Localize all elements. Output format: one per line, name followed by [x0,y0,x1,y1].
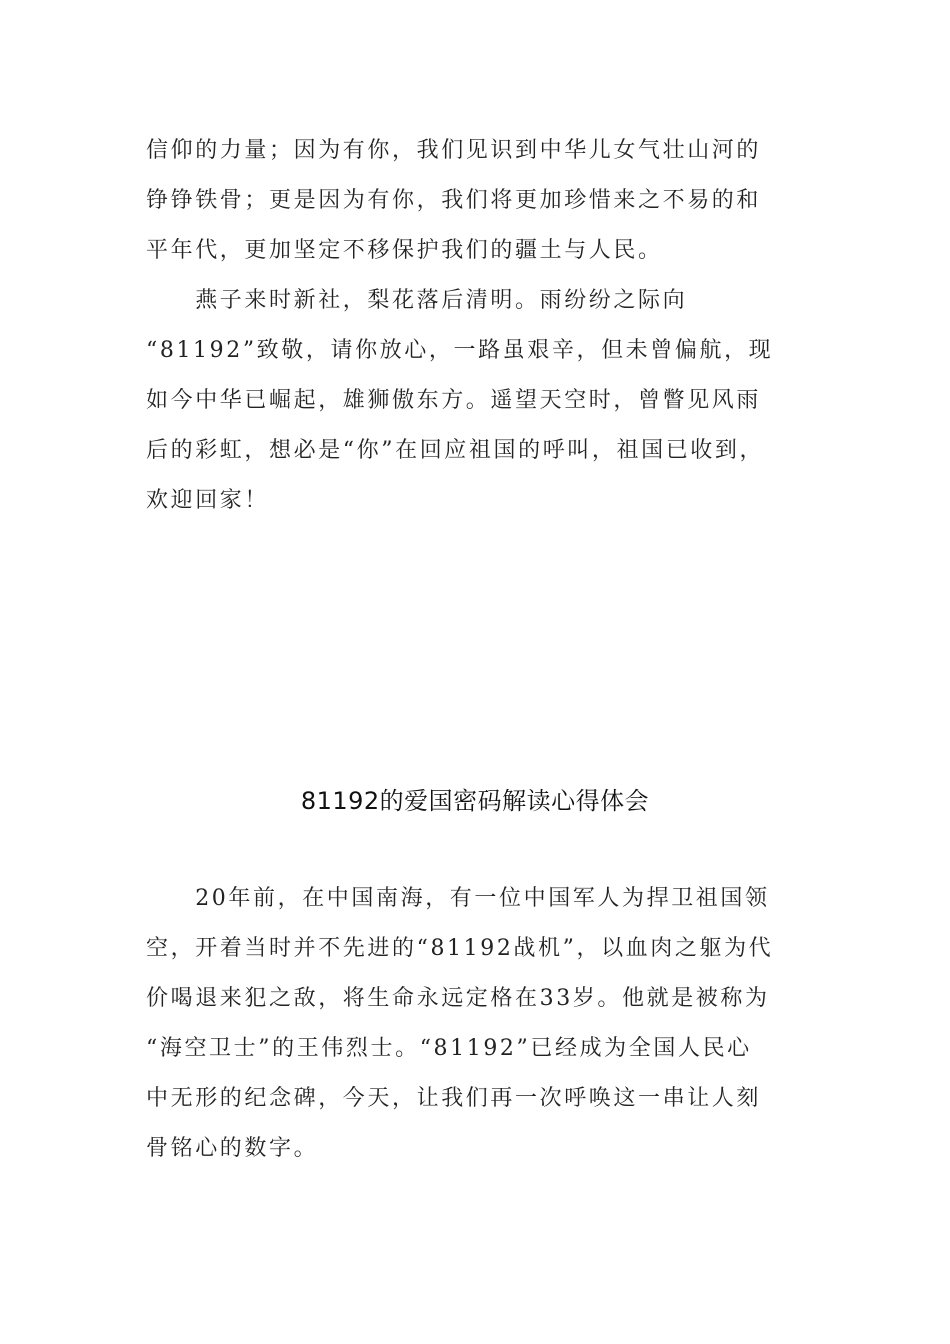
paragraph-line: 价喝退来犯之敌，将生命永远定格在33岁。他就是被称为 [146,986,770,1011]
paragraph-line: 铮铮铁骨；更是因为有你，我们将更加珍惜来之不易的和 [146,188,762,213]
paragraph-line: 20年前，在中国南海，有一位中国军人为捍卫祖国领 [146,886,770,911]
paragraph-line: 中无形的纪念碑，今天，让我们再一次呼唤这一串让人刻 [146,1086,762,1111]
paragraph-line: 平年代，更加坚定不移保护我们的疆土与人民。 [146,238,663,263]
paragraph-line: 如今中华已崛起，雄狮傲东方。遥望天空时，曾瞥见风雨 [146,388,762,413]
paragraph-line: 信仰的力量；因为有你，我们见识到中华儿女气壮山河的 [146,138,762,163]
paragraph-line: 后的彩虹，想必是“你”在回应祖国的呼叫，祖国已收到， [146,438,765,463]
paragraph-line: “海空卫士”的王伟烈士。“81192”已经成为全国人民心 [146,1036,752,1061]
article-title: 81192的爱国密码解读心得体会 [300,787,650,815]
paragraph-line: 骨铭心的数字。 [146,1136,319,1161]
paragraph-line: 欢迎回家！ [146,488,270,513]
paragraph-line: 燕子来时新社，梨花落后清明。雨纷纷之际向 [146,288,688,313]
paragraph-line: “81192”致敬，请你放心，一路虽艰辛，但未曾偏航，现 [146,338,774,363]
paragraph-line: 空，开着当时并不先进的“81192战机”，以血肉之躯为代 [146,936,774,961]
